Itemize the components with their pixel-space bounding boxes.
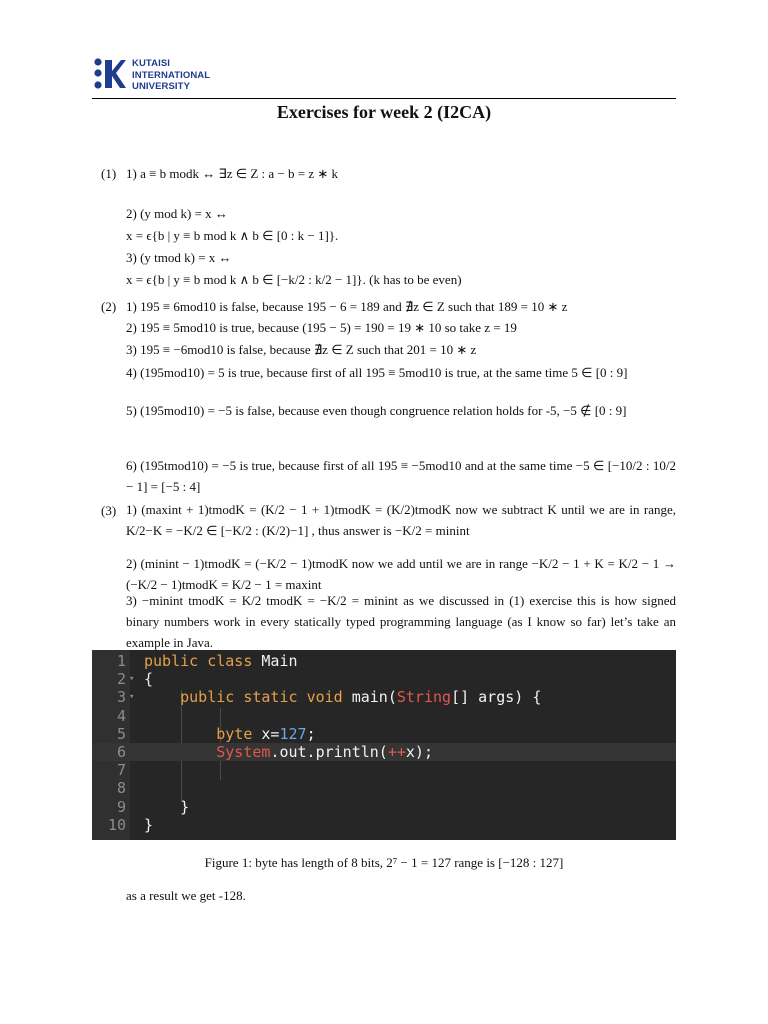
exercise2-line: 2) 195 ≡ 5mod10 is true, because (195 − 5) = 190 = 19 ∗ 10 so take z = 19 bbox=[126, 320, 517, 335]
exercise1-line: 3) (y tmod k) = x ↔ bbox=[126, 250, 232, 265]
figure-caption: Figure 1: byte has length of 8 bits, 2⁷ − 1 = 127 range is [−128 : 127] bbox=[204, 855, 564, 870]
university-name: KUTAISI INTERNATIONAL UNIVERSITY bbox=[132, 58, 211, 92]
code-line: 5 byte x=127; bbox=[116, 724, 316, 743]
exercise-number: (1) bbox=[101, 166, 117, 181]
exercise3-paragraph: 2) (minint − 1)tmodK = (−K/2 − 1)tmodK now we add until we are in range −K/2 − 1 + K = K/2 − 1 → (−K/2 − 1)tmodK = K/2 − 1 = maxint bbox=[126, 556, 676, 592]
exercise-number: (3) bbox=[101, 503, 117, 518]
code-line: 4 bbox=[116, 706, 126, 725]
code-line: 10 } bbox=[107, 815, 154, 834]
code-line: 2 ▾ { bbox=[116, 670, 154, 689]
exercise1-line: x = ϵ{b | y ≡ b mod k ∧ b ∈ [0 : k − 1]}. bbox=[126, 228, 339, 243]
exercise3-paragraph: 1) (maxint + 1)tmodK = (K/2 − 1 + 1)tmodK = (K/2)tmodK now we subtract K until we are in range, K/2−K = −K/2 ∈ [−K/2 : (K/2)−1] , thus answer is −K/2 = minint bbox=[126, 502, 676, 538]
code-line: 8 bbox=[116, 779, 126, 798]
exercise2-line: 4) (195mod10) = 5 is true, because first of all 195 ≡ 5mod10 is true, at the same time 5 ∈ [0 : 9] bbox=[126, 365, 628, 380]
fold-arrow-icon[interactable]: ▾ bbox=[129, 674, 135, 685]
code-editor bbox=[92, 650, 676, 840]
page-title: Exercises for week 2 (I2CA) bbox=[276, 102, 492, 122]
exercise1-line: 2) (y mod k) = x ↔ bbox=[126, 206, 228, 221]
exercise1-line: 1) a ≡ b modk ↔ ∃z ∈ Z : a − b = z ∗ k bbox=[126, 166, 338, 181]
result-text: as a result we get -128. bbox=[126, 888, 246, 903]
code-line-active: 6 System.out.println(++x); bbox=[92, 743, 676, 761]
code-line: 9 } bbox=[116, 797, 190, 816]
exercise2-line: 6) (195tmod10) = −5 is true, because first of all 195 ≡ −5mod10 and at the same time −5 ∈ [−10/2 : 10/2 − 1] = [−5 : 4] bbox=[126, 458, 676, 494]
exercise-number: (2) bbox=[101, 299, 117, 314]
code-line: 3 ▾ public static void main(String[] args) { bbox=[116, 688, 542, 707]
university-logo-icon bbox=[92, 58, 126, 92]
exercise2-line: 5) (195mod10) = −5 is false, because even though congruence relation holds for -5, −5 ∉ [0 : 9] bbox=[126, 403, 627, 418]
header-rule bbox=[92, 98, 676, 99]
exercise2-line: 1) 195 ≡ 6mod10 is false, because 195 − 6 = 189 and ∄z ∈ Z such that 189 = 10 ∗ z bbox=[126, 299, 568, 314]
code-line: 7 bbox=[116, 761, 126, 780]
code-line: 1 public class Main bbox=[116, 652, 298, 670]
university-logo bbox=[92, 58, 232, 98]
exercise1-line: x = ϵ{b | y ≡ b mod k ∧ b ∈ [−k/2 : k/2 − 1]}. (k has to be even) bbox=[126, 272, 462, 287]
exercise3-paragraph: 3) −minint tmodK = K/2 tmodK = −K/2 = minint as we discussed in (1) exercise this is how signed binary numbers work in every statically typed programming language (as I know so far) let’s take an example in Java. bbox=[126, 593, 676, 650]
fold-arrow-icon[interactable]: ▾ bbox=[129, 692, 135, 703]
exercise2-line: 3) 195 ≡ −6mod10 is false, because ∄z ∈ Z such that 201 = 10 ∗ z bbox=[126, 342, 477, 357]
